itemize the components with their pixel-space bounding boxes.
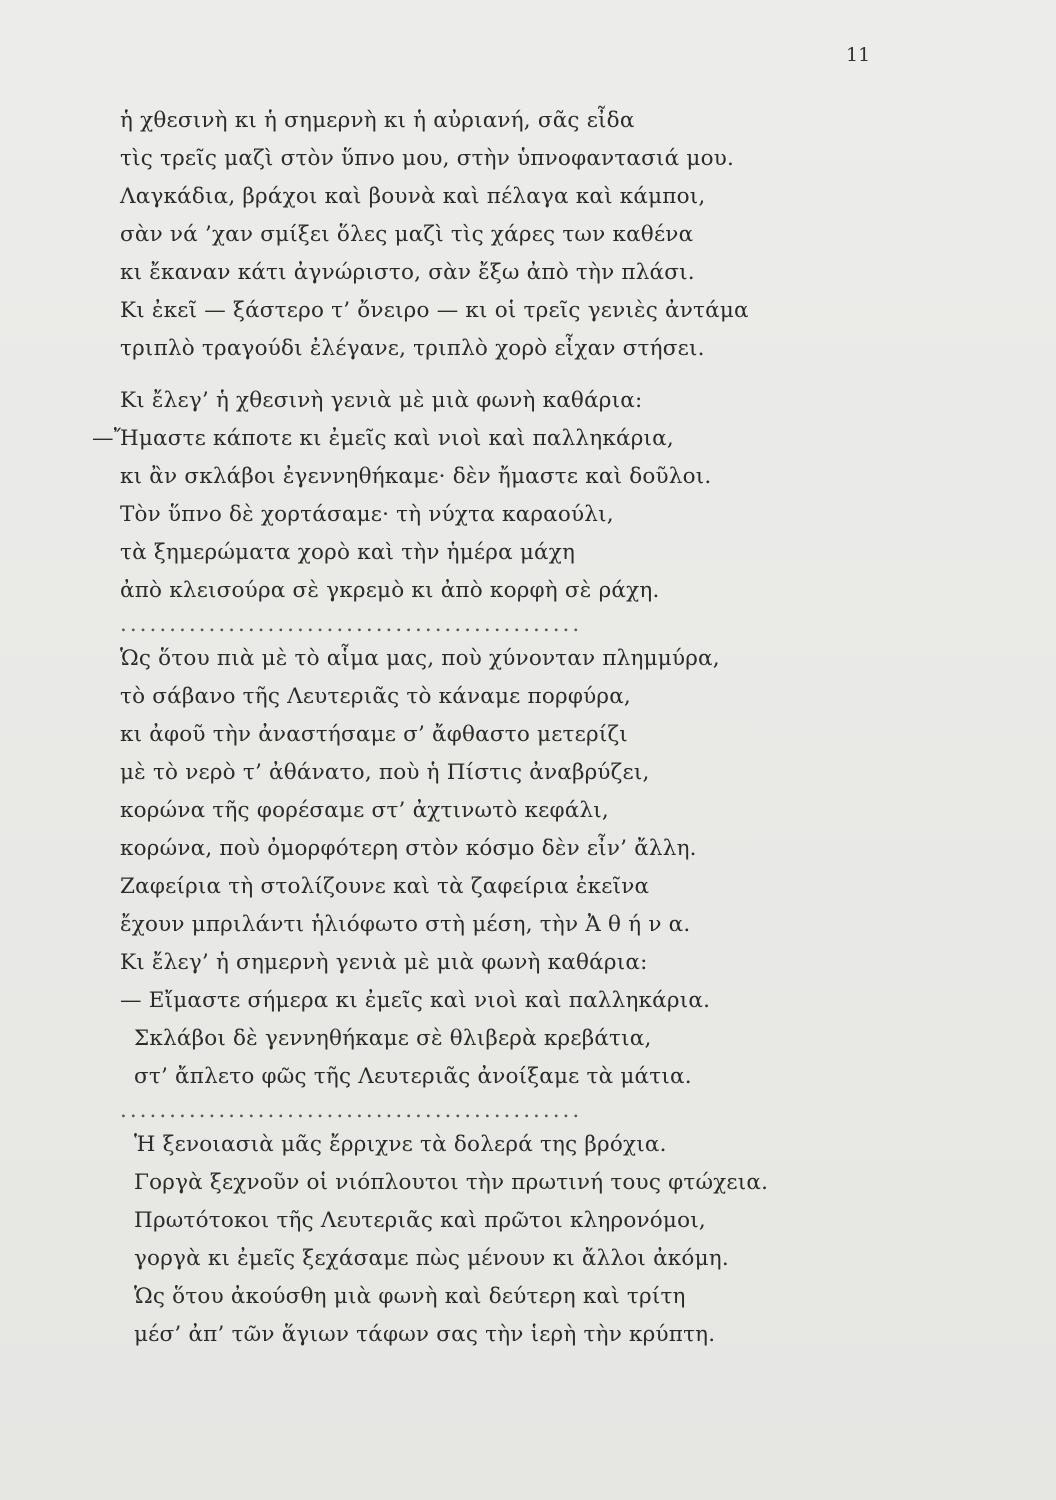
verse-line: Τὸν ὕπνο δὲ χορτάσαμε· τὴ νύχτα καραούλι, [120,502,614,527]
ellipsis-divider: ............................................... [120,1098,583,1123]
poem-text [92,102,972,1354]
verse-line: τὶς τρεῖς μαζὶ στὸν ὕπνο μου, στὴν ὑπνοφαντασιά μου. [120,146,735,171]
page-number: 11 [846,44,871,66]
verse-line: κι ἔκαναν κάτι ἀγνώριστο, σὰν ἔξω ἀπὸ τὴν πλάσι. [120,260,695,285]
verse-line: Ὡς ὅτου ἀκούσθη μιὰ φωνὴ καὶ δεύτερη καὶ τρίτη [134,1284,686,1309]
verse-line: Ὡς ὅτου πιὰ μὲ τὸ αἷμα μας, ποὺ χύνονταν πλημμύρα, [120,646,720,671]
verse-line: τὸ σάβανο τῆς Λευτεριᾶς τὸ κάναμε πορφύρα, [120,684,631,709]
verse-line: Κι ἐκεῖ — ξάστερο τ’ ὄνειρο — κι οἱ τρεῖς γενιὲς ἀντάμα [120,298,749,323]
stanza-2 [92,382,972,610]
verse-line: ἡ χθεσινὴ κι ἡ σημερνὴ κι ἡ αὐριανή, σᾶς εἶδα [120,108,635,133]
verse-line: κι ἂν σκλάβοι ἐγεννηθήκαμε· δὲν ἤμαστε καὶ δοῦλοι. [120,464,712,489]
stanza-1 [92,102,972,368]
verse-line: τριπλὸ τραγούδι ἐλέγανε, τριπλὸ χορὸ εἶχαν στήσει. [120,336,705,361]
verse-line: κορώνα τῆς φορέσαμε στ’ ἀχτινωτὸ κεφάλι, [120,798,609,823]
verse-line: κι ἀφοῦ τὴν ἀναστήσαμε σ’ ἄφθαστο μετερίζι [120,722,628,747]
verse-line: Κι ἔλεγ’ ἡ χθεσινὴ γενιὰ μὲ μιὰ φωνὴ καθάρια: [120,388,643,413]
verse-line: μὲ τὸ νερὸ τ’ ἀθάνατο, ποὺ ἡ Πίστις ἀναβρύζει, [120,760,650,785]
verse-line: σὰν νά ’χαν σμίξει ὅλες μαζὶ τὶς χάρες των καθένα [120,222,694,247]
verse-line: τὰ ξημερώματα χορὸ καὶ τὴν ἡμέρα μάχη [120,540,576,565]
verse-line: μέσ’ ἀπ’ τῶν ἅγιων τάφων σας τὴν ἱερὴ τὴν κρύπτη. [134,1322,716,1347]
ellipsis-divider: ............................................... [120,612,583,637]
verse-line: στ’ ἄπλετο φῶς τῆς Λευτεριᾶς ἀνοίξαμε τὰ μάτια. [134,1064,692,1089]
verse-line: Σκλάβοι δὲ γεννηθήκαμε σὲ θλιβερὰ κρεβάτια, [134,1026,652,1051]
verse-line: ἀπὸ κλεισούρα σὲ γκρεμὸ κι ἀπὸ κορφὴ σὲ ράχη. [120,578,660,603]
verse-line: γοργὰ κι ἐμεῖς ξεχάσαμε πὼς μένουν κι ἄλλοι ἀκόμη. [134,1246,729,1271]
verse-line: — Εἴμαστε σήμερα κι ἐμεῖς καὶ νιοὶ καὶ παλληκάρια. [120,988,711,1013]
verse-line: —Ἤμαστε κάποτε κι ἐμεῖς καὶ νιοὶ καὶ παλληκάρια, [92,426,674,451]
verse-line: Γοργὰ ξεχνοῦν οἱ νιόπλουτοι τὴν πρωτινή τους φτώχεια. [134,1170,769,1195]
verse-line: Κι ἔλεγ’ ἡ σημερνὴ γενιὰ μὲ μιὰ φωνὴ καθάρια: [120,950,648,975]
verse-line: Ἡ ξενοιασιὰ μᾶς ἔρριχνε τὰ δολερά της βρόχια. [134,1132,667,1157]
verse-line: Πρωτότοκοι τῆς Λευτεριᾶς καὶ πρῶτοι κληρονόμοι, [134,1208,706,1233]
verse-line: κορώνα, ποὺ ὀμορφότερη στὸν κόσμο δὲν εἶν’ ἄλλη. [120,836,697,861]
stanza-4 [92,944,972,1096]
stanza-3 [92,640,972,944]
verse-line: Λαγκάδια, βράχοι καὶ βουνὰ καὶ πέλαγα καὶ κάμποι, [120,184,706,209]
verse-line: Ζαφείρια τὴ στολίζουνε καὶ τὰ ζαφείρια ἐκεῖνα [120,874,650,899]
stanza-5 [92,1126,972,1354]
verse-line: ἔχουν μπριλάντι ἡλιόφωτο στὴ μέση, τὴν Ἀ θ ή ν α. [120,912,691,937]
stanza-gap [92,368,972,382]
